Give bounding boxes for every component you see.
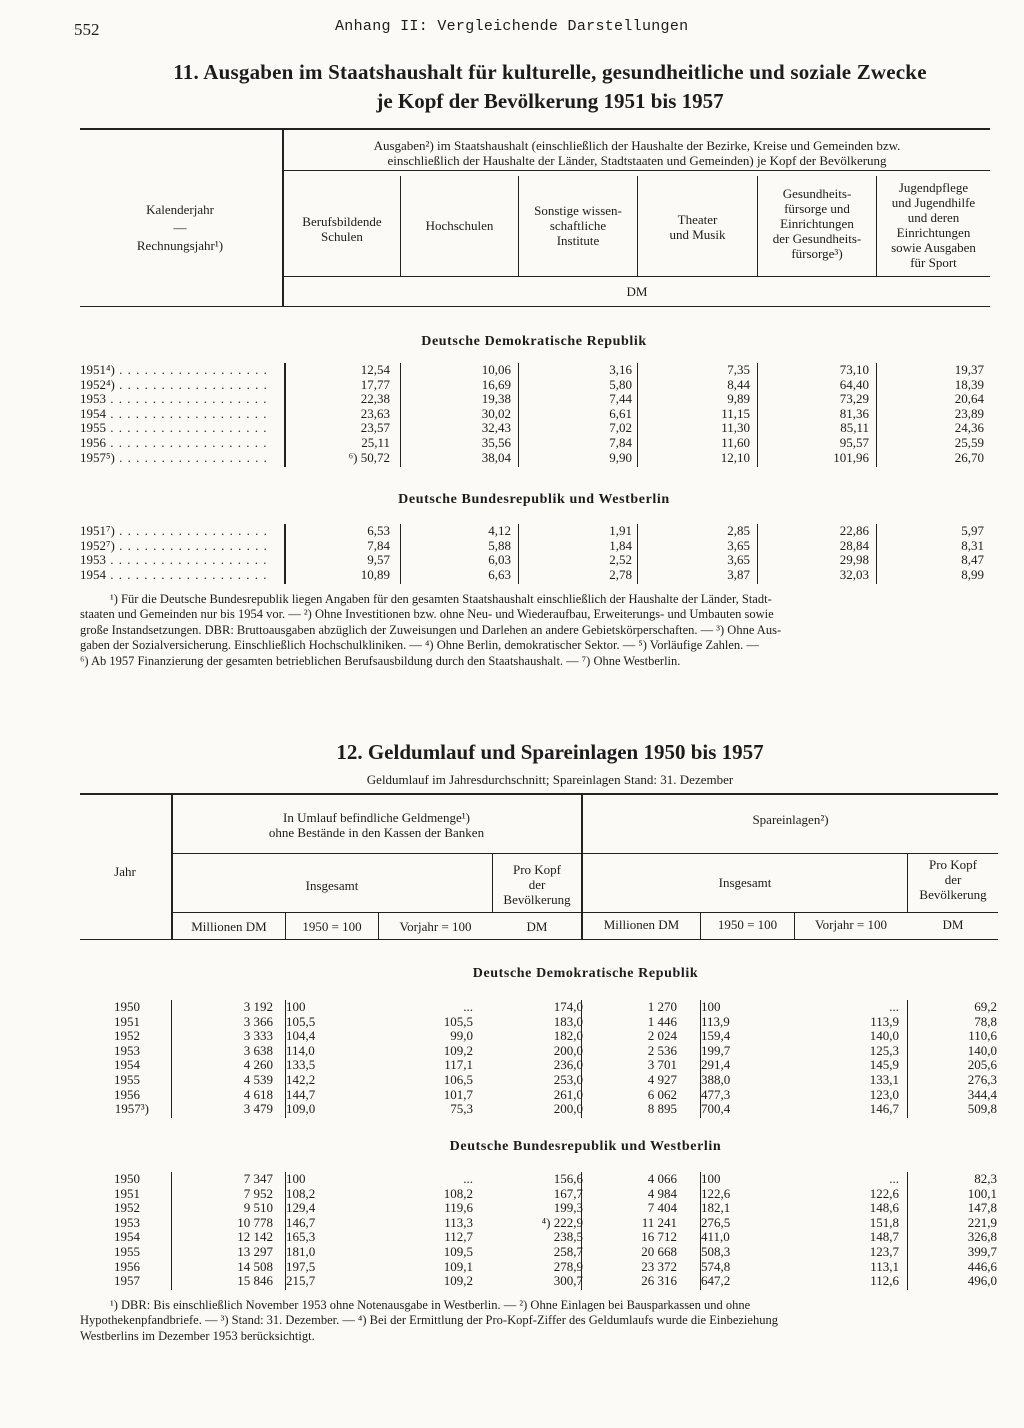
unit-label: Millionen DM <box>603 917 680 932</box>
table-cell: 22,86 <box>839 523 869 538</box>
table11-footnotes: ¹) Für die Deutsche Bundesrepublik liegen Angaben für den gesamten Staatshaushalt einschließlich der Haushalte der Länder, Stadt- staaten und Gemeinden nur bis 1954 vor. — ²) Ohne Investitionen bzw. ohne Neu- und Wiederaufbau, Erweiterungs- und Umbauten sowie große Instandsetzungen. DBR: Bruttoausgaben abzüglich der Zuweisungen und Darlehen an andere Gebietskörperschaften. — ³) Ohne Aus- gaben der Sozialversicherung. Einschließlich Hochschulkliniken. — ⁴) Ohne Berlin, demokratischer Sektor. — ⁵) Vorläufige Zahlen. — ⁶) Ab 1957 Finanzierung der gesamten betrieblichen Berufsausbildung durch den Staatshaushalt. — ⁷) Ohne Westberlin. <box>80 592 782 668</box>
table-cell: 78,8 <box>974 1013 997 1029</box>
table-cell: 32,03 <box>839 566 869 582</box>
table-cell: 2,52 <box>609 552 632 568</box>
table-cell: 10,06 <box>481 362 511 377</box>
table-cell: 145,9 <box>869 1057 899 1073</box>
table-cell: 140,0 <box>869 1028 899 1044</box>
table-cell: 23 372 <box>641 1258 677 1274</box>
row-label: 1957⁵) . . . . . . . . . . . . . . . . . . <box>80 449 268 465</box>
table-cell: 6,53 <box>367 523 390 538</box>
table-cell: 119,6 <box>444 1200 473 1216</box>
table11-section-title: Deutsche Bundesrepublik und Westberlin <box>398 492 670 507</box>
table-cell: 3 479 <box>243 1101 273 1117</box>
table-cell: 16 712 <box>641 1229 677 1245</box>
table-cell: 146,7 <box>869 1101 899 1117</box>
table-cell: 151,8 <box>869 1214 899 1230</box>
row-label: 1957³) <box>114 1101 149 1117</box>
table-cell: 146,7 <box>286 1214 316 1230</box>
table-cell: 133,1 <box>869 1072 899 1087</box>
table-cell: 3,16 <box>609 362 632 377</box>
unit-label: 1950 = 100 <box>302 919 362 934</box>
table-cell: 82,3 <box>974 1171 997 1186</box>
table-cell: 12,54 <box>360 362 390 377</box>
table-cell: 258,7 <box>553 1244 583 1259</box>
table-cell: 109,5 <box>443 1244 473 1259</box>
table-cell: 6,61 <box>609 405 632 421</box>
table-cell: 25,59 <box>954 435 984 450</box>
table-cell: 117,1 <box>444 1057 473 1073</box>
table-cell: 199,3 <box>553 1200 583 1216</box>
table-cell: 100 <box>286 999 306 1014</box>
row-label: 1954 . . . . . . . . . . . . . . . . . . . <box>80 405 268 421</box>
table-cell: 236,0 <box>553 1057 583 1073</box>
table-cell: 109,0 <box>286 1101 316 1117</box>
table-cell: 23,63 <box>360 405 390 421</box>
table-cell: 7,84 <box>367 537 390 553</box>
table-cell: 388,0 <box>701 1072 731 1087</box>
row-label: 1952 <box>114 1028 140 1044</box>
table-cell: 300,7 <box>553 1273 583 1289</box>
table-cell: 85,11 <box>840 420 869 436</box>
table-cell: 3,87 <box>727 566 750 582</box>
table-cell: 4 927 <box>647 1072 677 1087</box>
row-label: 1953 . . . . . . . . . . . . . . . . . . . <box>80 391 268 407</box>
page-number: 552 <box>74 20 100 39</box>
table-cell: 326,8 <box>967 1229 997 1245</box>
table-cell: 2 536 <box>647 1042 677 1058</box>
table12-group1-header: In Umlauf befindliche Geldmenge¹) ohne Bestände in den Kassen der Banken <box>268 810 485 840</box>
table-cell: 22,38 <box>360 391 390 407</box>
table-cell: 9,89 <box>727 391 750 407</box>
table11-span-rule <box>284 170 990 171</box>
table12-subtitle: Geldumlauf im Jahresdurchschnitt; Spareinlagen Stand: 31. Dezember <box>366 772 734 787</box>
table-cell: 7 952 <box>243 1185 273 1201</box>
table-cell: 1 270 <box>647 999 677 1014</box>
table-cell: 3 701 <box>647 1057 677 1073</box>
table-cell: 110,6 <box>968 1028 997 1044</box>
row-label: 1951 <box>114 1185 140 1201</box>
row-label: 1954 <box>114 1229 140 1245</box>
col-header-berufsbildende-schulen: Berufsbildende Schulen <box>302 214 382 244</box>
table-cell: 23,89 <box>954 405 984 421</box>
table-cell: 159,4 <box>701 1028 731 1044</box>
table-cell: 147,8 <box>967 1200 997 1216</box>
row-label: 1956 . . . . . . . . . . . . . . . . . . . <box>80 434 268 450</box>
table-cell: 125,3 <box>869 1042 899 1058</box>
table-cell: 5,88 <box>488 537 511 553</box>
table-cell: 95,57 <box>839 435 869 450</box>
table-cell: 148,7 <box>869 1229 899 1245</box>
table-cell: 109,2 <box>443 1273 473 1289</box>
table-cell: 344,4 <box>967 1086 997 1102</box>
table-cell: 2,85 <box>727 523 750 538</box>
table-cell: 109,2 <box>443 1042 473 1058</box>
table-cell: 11,15 <box>721 405 750 421</box>
table-cell: 14 508 <box>237 1258 273 1274</box>
col-header-jugendpflege: Jugendpflege und Jugendhilfe und deren Einrichtungen sowie Ausgaben für Sport <box>891 180 976 270</box>
table-cell: 106,5 <box>443 1072 473 1087</box>
table-cell: 24,36 <box>954 420 984 436</box>
table-cell: 5,97 <box>961 523 984 538</box>
table-cell: 7,02 <box>609 420 632 436</box>
unit-label: DM <box>942 917 964 932</box>
row-label: 1950 <box>114 999 140 1014</box>
table11-top-rule <box>80 128 990 130</box>
table12-group-rule <box>173 853 998 854</box>
table-cell: 215,7 <box>286 1273 316 1289</box>
table-cell: 26,70 <box>954 449 984 465</box>
table-cell: 140,0 <box>967 1042 997 1058</box>
row-label: 1952⁴) . . . . . . . . . . . . . . . . . . <box>80 376 268 392</box>
table-cell: 700,4 <box>701 1101 731 1117</box>
table-cell: 574,8 <box>701 1258 731 1274</box>
table12-unit-rule <box>173 912 998 913</box>
table-cell: 6,63 <box>488 566 511 582</box>
table12-insgesamt: Insgesamt <box>305 878 359 893</box>
table-cell: 167,7 <box>553 1185 583 1201</box>
table-cell: 182,0 <box>553 1028 583 1044</box>
col-header-sonstige-institute: Sonstige wissen- schaftliche Institute <box>534 203 622 248</box>
row-label: 1954 <box>114 1057 140 1073</box>
table-cell: 9,57 <box>367 552 390 568</box>
table-cell: ... <box>463 999 473 1014</box>
table-cell: 3 366 <box>243 1013 273 1029</box>
table-cell: 5,80 <box>609 376 632 392</box>
table-cell: 8,31 <box>961 537 984 553</box>
table-cell: ... <box>889 999 899 1014</box>
table-cell: 142,2 <box>286 1072 316 1087</box>
table-cell: 108,2 <box>286 1185 316 1201</box>
table-cell: 10 778 <box>237 1214 273 1230</box>
table-cell: 113,1 <box>870 1258 899 1274</box>
table-cell: 75,3 <box>450 1101 473 1117</box>
row-label: 1956 <box>114 1258 140 1274</box>
table-cell: 496,0 <box>967 1273 997 1289</box>
table11-span-header: Ausgaben²) im Staatshaushalt (einschließlich der Haushalte der Bezirke, Kreise und Gemeinden bzw. einschließlich der Haushalte der Länder, Stadtstaaten und Gemeinden) je Kopf der Bevölkerung <box>373 138 901 168</box>
table-cell: 100 <box>701 999 721 1014</box>
table-cell: 200,0 <box>553 1042 583 1058</box>
table-cell: 12,10 <box>720 449 750 465</box>
table12-header-bottom-rule <box>80 939 998 940</box>
table-cell: 9 510 <box>243 1200 273 1216</box>
table-cell: 101,96 <box>833 449 869 465</box>
row-label: 1951⁷) . . . . . . . . . . . . . . . . . . <box>80 523 268 538</box>
table-cell: 7 347 <box>243 1171 273 1186</box>
table11-unit-rule <box>284 276 990 277</box>
table-cell: 11,60 <box>721 435 750 450</box>
table-cell: 238,5 <box>553 1229 583 1245</box>
table-cell: ⁶) 50,72 <box>348 449 390 465</box>
table11-title: 11. Ausgaben im Staatshaushalt für kulturelle, gesundheitliche und soziale Zwecke <box>173 60 927 84</box>
table12-section-title: Deutsche Demokratische Republik <box>472 966 699 981</box>
unit-label: Vorjahr = 100 <box>399 919 472 934</box>
unit-label: DM <box>526 919 548 934</box>
table-cell: 148,6 <box>869 1200 899 1216</box>
table-cell: 183,0 <box>553 1013 583 1029</box>
table12-pro-kopf: Pro Kopf der Bevölkerung <box>919 857 987 902</box>
row-label: 1954 . . . . . . . . . . . . . . . . . . . <box>80 566 268 582</box>
table12-section-title: Deutsche Bundesrepublik und Westberlin <box>449 1139 722 1154</box>
table12-footnotes: ¹) DBR: Bis einschließlich November 1953 ohne Notenausgabe in Westberlin. — ²) Ohne Einlagen bei Bausparkassen und ohne Hypothekenpfandbriefe. — ³) Stand: 31. Dezember. — ⁴) Bei der Ermittlung der Pro-Kopf-Ziffer des Geldumlaufs wurde die Einbeziehung Westberlins im Dezember 1953 berücksichtigt. <box>80 1298 778 1343</box>
table-cell: 4 984 <box>647 1185 677 1201</box>
table-cell: 35,56 <box>481 435 511 450</box>
row-label: 1955 <box>114 1071 140 1087</box>
table-cell: 100 <box>286 1171 306 1186</box>
table-cell: 105,5 <box>286 1013 316 1029</box>
table-cell: 20,64 <box>954 391 984 407</box>
table-cell: 100,1 <box>967 1185 997 1201</box>
table-cell: 16,69 <box>481 376 511 392</box>
table-cell: 509,8 <box>967 1101 997 1117</box>
table-cell: 182,1 <box>701 1200 731 1216</box>
table-cell: 73,10 <box>839 362 869 377</box>
table-cell: 28,84 <box>839 537 869 553</box>
table-cell: 156,6 <box>553 1171 583 1186</box>
table-cell: 18,39 <box>954 376 984 392</box>
table11-section-title: Deutsche Demokratische Republik <box>421 334 647 349</box>
table-cell: 113,3 <box>444 1214 473 1230</box>
table-cell: 23,57 <box>360 420 390 436</box>
table-cell: 101,7 <box>443 1086 473 1102</box>
table-cell: 64,40 <box>839 376 869 392</box>
table-cell: 123,0 <box>869 1086 899 1102</box>
table-cell: 7 404 <box>647 1200 677 1216</box>
table-cell: 2,78 <box>609 566 632 582</box>
table-cell: 647,2 <box>701 1273 731 1289</box>
row-label: 1951 <box>114 1013 140 1029</box>
table-cell: 3,65 <box>727 552 750 568</box>
table-cell: 13 297 <box>237 1244 273 1259</box>
table-cell: 11 241 <box>641 1214 677 1230</box>
table-cell: 123,7 <box>869 1244 899 1259</box>
table11-header-bottom-rule <box>80 306 990 307</box>
table-cell: 278,9 <box>553 1258 583 1274</box>
table-cell: 113,9 <box>870 1013 899 1029</box>
table-cell: 19,37 <box>954 362 984 377</box>
table11-title-line2: je Kopf der Bevölkerung 1951 bis 1957 <box>376 89 724 113</box>
table-cell: 253,0 <box>553 1072 583 1087</box>
table-cell: 129,4 <box>286 1200 316 1216</box>
row-label: 1951⁴) . . . . . . . . . . . . . . . . . . <box>80 362 268 377</box>
unit-label: 1950 = 100 <box>717 917 778 932</box>
table-cell: 165,3 <box>286 1229 316 1245</box>
table-cell: 276,5 <box>701 1214 731 1230</box>
table12-stub-header: Jahr <box>114 864 136 879</box>
table11-stub-header: Kalenderjahr — Rechnungsjahr¹) <box>136 202 224 253</box>
table-cell: 100 <box>701 1171 721 1186</box>
table-cell: 81,36 <box>839 405 869 421</box>
table-cell: 133,5 <box>286 1057 316 1073</box>
table12-insgesamt: Insgesamt <box>718 875 772 890</box>
table11-unit: DM <box>626 284 648 299</box>
table-cell: 19,38 <box>481 391 511 407</box>
unit-label: Vorjahr = 100 <box>814 917 888 932</box>
table12-group2-header: Spareinlagen²) <box>752 812 829 827</box>
table-cell: 1 446 <box>647 1013 677 1029</box>
table-cell: 2 024 <box>647 1028 677 1044</box>
table-cell: 4,12 <box>488 523 511 538</box>
table-cell: 17,77 <box>360 376 390 392</box>
table-cell: 26 316 <box>641 1273 677 1289</box>
row-label: 1953 . . . . . . . . . . . . . . . . . . . <box>80 552 268 568</box>
table-cell: 113,9 <box>701 1013 730 1029</box>
table-cell: ⁴) 222,9 <box>541 1214 583 1230</box>
table-cell: 1,84 <box>609 537 632 553</box>
table-cell: 174,0 <box>553 999 583 1014</box>
table-cell: 199,7 <box>701 1042 731 1058</box>
table-cell: 73,29 <box>839 391 869 407</box>
table-cell: 6 062 <box>647 1086 677 1102</box>
table-cell: 108,2 <box>443 1185 473 1201</box>
table11-dbr-year-column <box>80 524 268 582</box>
table-cell: ... <box>463 1171 473 1186</box>
table-cell: 261,0 <box>553 1086 583 1102</box>
table-cell: 105,5 <box>443 1013 473 1029</box>
table11-ddr-year-column <box>80 363 268 465</box>
table-cell: 25,11 <box>361 435 390 450</box>
table-cell: 1,91 <box>609 523 632 538</box>
table12-dbr-year-column <box>80 1172 140 1289</box>
table-cell: 30,02 <box>481 405 511 421</box>
row-label: 1952 <box>114 1200 140 1216</box>
table-cell: 11,30 <box>721 420 750 436</box>
table-cell: 4 260 <box>243 1057 273 1073</box>
table-cell: 291,4 <box>701 1057 731 1073</box>
table-cell: 144,7 <box>286 1086 316 1102</box>
row-label: 1952⁷) . . . . . . . . . . . . . . . . . . <box>80 537 268 553</box>
table-cell: 15 846 <box>237 1273 273 1289</box>
table-cell: 399,7 <box>967 1244 997 1259</box>
row-label: 1955 <box>114 1243 140 1259</box>
table-cell: 3 333 <box>243 1028 273 1044</box>
table-cell: 109,1 <box>443 1258 473 1274</box>
running-head: Anhang II: Vergleichende Darstellungen <box>335 18 689 35</box>
table-cell: 276,3 <box>967 1072 997 1087</box>
row-label: 1957 <box>114 1273 140 1289</box>
table-cell: 4 066 <box>647 1171 677 1186</box>
table-cell: 38,04 <box>481 449 511 465</box>
table-cell: 197,5 <box>286 1258 316 1274</box>
table-cell: 69,2 <box>974 999 997 1014</box>
row-label: 1950 <box>114 1171 140 1186</box>
table-cell: 205,6 <box>967 1057 997 1073</box>
table-cell: 12 142 <box>237 1229 273 1245</box>
table-cell: 122,6 <box>701 1185 731 1201</box>
table-cell: 104,4 <box>286 1028 316 1044</box>
table-cell: 221,9 <box>967 1214 997 1230</box>
row-label: 1955 . . . . . . . . . . . . . . . . . . . <box>80 420 268 436</box>
table12-top-rule <box>80 793 998 795</box>
table-cell: 122,6 <box>869 1185 899 1201</box>
table-cell: ... <box>889 1171 899 1186</box>
table-cell: 8,44 <box>727 376 750 392</box>
table-cell: 4 618 <box>243 1086 273 1102</box>
col-header-theater-musik: Theater und Musik <box>669 212 726 242</box>
unit-label: Millionen DM <box>191 919 267 934</box>
table-cell: 20 668 <box>641 1244 677 1259</box>
table-cell: 112,6 <box>870 1273 899 1289</box>
table-cell: 411,0 <box>701 1229 730 1245</box>
table-cell: 114,0 <box>286 1042 315 1058</box>
table-cell: 10,89 <box>360 566 390 582</box>
table12-title: 12. Geldumlauf und Spareinlagen 1950 bis 1957 <box>336 740 764 764</box>
table-cell: 8 895 <box>647 1101 677 1117</box>
table-cell: 9,90 <box>609 449 632 465</box>
table-cell: 477,3 <box>701 1086 731 1102</box>
table-cell: 99,0 <box>450 1028 473 1044</box>
table-cell: 8,99 <box>961 566 984 582</box>
row-label: 1956 <box>114 1086 140 1102</box>
table-cell: 6,03 <box>488 552 511 568</box>
row-label: 1953 <box>114 1042 140 1058</box>
table12-ddr-year-column <box>80 1000 149 1117</box>
table-cell: 508,3 <box>701 1244 731 1259</box>
col-header-hochschulen: Hochschulen <box>425 218 494 233</box>
col-header-gesundheitsfuersorge: Gesundheits- fürsorge und Einrichtungen der Gesundheits- fürsorge³) <box>772 186 862 261</box>
row-label: 1953 <box>114 1214 140 1230</box>
table-cell: 7,44 <box>609 391 632 407</box>
table-cell: 8,47 <box>961 552 984 568</box>
table-cell: 3 638 <box>243 1042 273 1058</box>
table12-pro-kopf: Pro Kopf der Bevölkerung <box>503 862 571 907</box>
table-cell: 4 539 <box>243 1072 273 1087</box>
table-cell: 3,65 <box>727 537 750 553</box>
table-cell: 200,0 <box>553 1101 583 1117</box>
table-cell: 181,0 <box>286 1244 316 1259</box>
table-cell: 29,98 <box>839 552 869 568</box>
table-cell: 446,6 <box>967 1258 997 1274</box>
table-cell: 7,35 <box>727 362 750 377</box>
table-cell: 7,84 <box>609 435 632 450</box>
table-cell: 32,43 <box>481 420 511 436</box>
table-cell: 112,7 <box>444 1229 473 1245</box>
table-cell: 3 192 <box>243 999 273 1014</box>
